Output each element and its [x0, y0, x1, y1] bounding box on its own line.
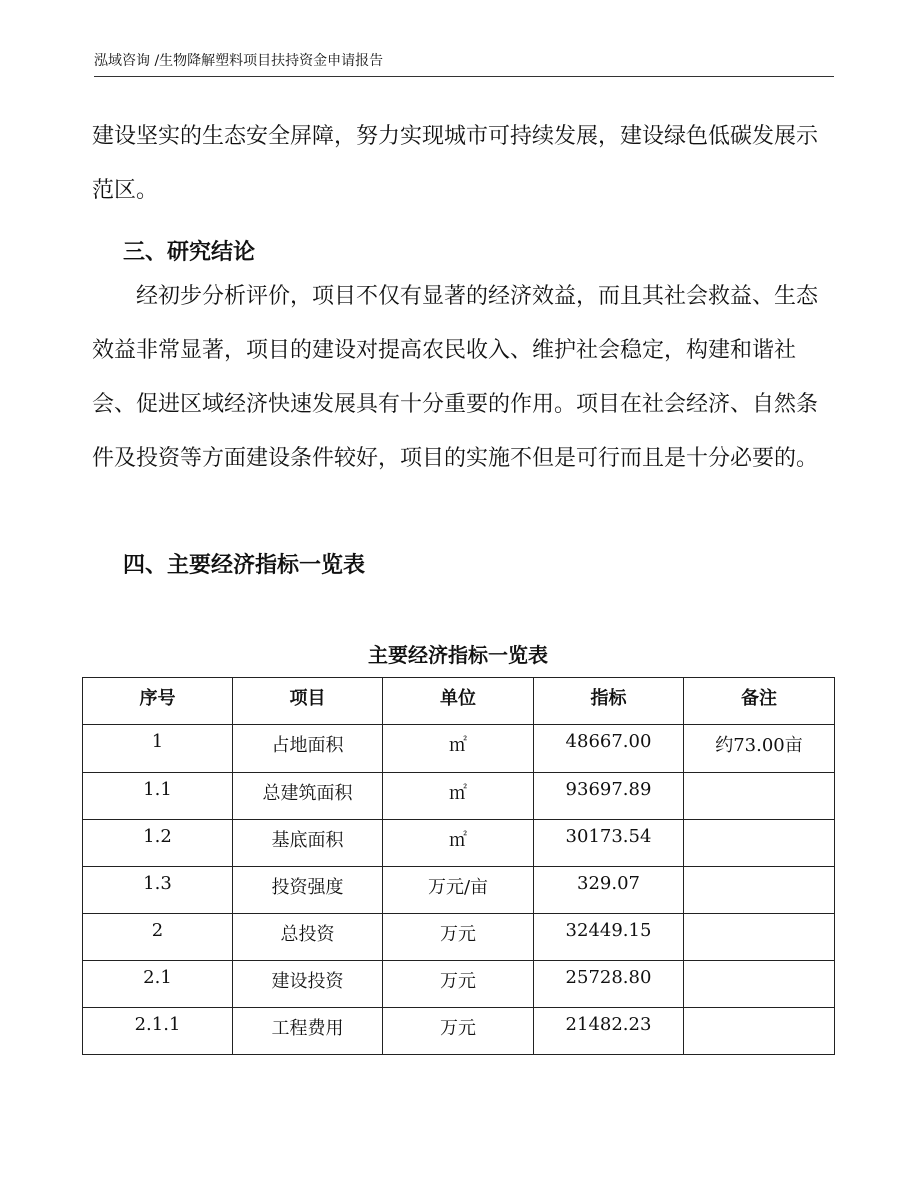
cell-index: 1: [83, 725, 233, 773]
cell-item: 投资强度: [233, 867, 383, 914]
cell-value: 93697.89: [534, 773, 684, 820]
cell-unit: ㎡: [383, 725, 534, 773]
cell-note: [684, 867, 835, 914]
cell-unit: ㎡: [383, 820, 534, 867]
paragraph-conclusion-tail: 建设坚实的生态安全屏障，努力实现城市可持续发展，建设绿色低碳发展示范区。: [92, 124, 819, 203]
cell-note: [684, 914, 835, 961]
table-row: [83, 914, 835, 961]
cell-value: 21482.23: [534, 1008, 684, 1055]
cell-value: 48667.00: [534, 725, 684, 773]
table-row: [83, 961, 835, 1008]
cell-item: 占地面积: [233, 725, 383, 773]
cell-item: 建设投资: [233, 961, 383, 1008]
cell-index: 1.3: [83, 867, 233, 914]
cell-value: 25728.80: [534, 961, 684, 1008]
table-caption: 主要经济指标一览表: [368, 643, 548, 667]
cell-item: 基底面积: [233, 820, 383, 867]
cell-value: 32449.15: [534, 914, 684, 961]
section-heading-kpi-table: 四、主要经济指标一览表: [123, 552, 366, 578]
cell-note: [684, 1008, 835, 1055]
column-header-item: 项目: [233, 678, 383, 725]
cell-note: [684, 961, 835, 1008]
section-heading-research-conclusion: 三、研究结论: [123, 239, 256, 265]
table-row: [83, 1008, 835, 1055]
cell-unit: ㎡: [383, 773, 534, 820]
page-header: 泓域咨询 /生物降解塑料项目扶持资金申请报告: [94, 50, 834, 77]
column-header-note: 备注: [684, 678, 835, 725]
cell-note: [684, 773, 835, 820]
cell-unit: 万元: [383, 961, 534, 1008]
cell-unit: 万元/亩: [383, 867, 534, 914]
cell-index: 1.2: [83, 820, 233, 867]
cell-value: 329.07: [534, 867, 684, 914]
cell-note: 约73.00亩: [684, 725, 835, 773]
cell-unit: 万元: [383, 914, 534, 961]
cell-index: 1.1: [83, 773, 233, 820]
cell-item: 工程费用: [233, 1008, 383, 1055]
cell-index: 2.1: [83, 961, 233, 1008]
cell-item: 总建筑面积: [233, 773, 383, 820]
cell-item: 总投资: [233, 914, 383, 961]
column-header-value: 指标: [534, 678, 684, 725]
cell-value: 30173.54: [534, 820, 684, 867]
cell-unit: 万元: [383, 1008, 534, 1055]
cell-index: 2: [83, 914, 233, 961]
table-header-row: [83, 678, 835, 725]
column-header-index: 序号: [83, 678, 233, 725]
table-row: [83, 773, 835, 820]
table-row: [83, 820, 835, 867]
table-row: [83, 867, 835, 914]
table-row: [83, 725, 835, 773]
cell-note: [684, 820, 835, 867]
cell-index: 2.1.1: [83, 1008, 233, 1055]
paragraph-research-conclusion: 经初步分析评价，项目不仅有显著的经济效益，而且其社会救益、生态效益非常显著，项目的建设对提高农民收入、维护社会稳定，构建和谐社会、促进区域经济快速发展具有十分重要的作用。项目在社会经济、自然条件及投资等方面建设条件较好，项目的实施不但是可行而且是十分必要的。: [92, 284, 819, 471]
column-header-unit: 单位: [383, 678, 534, 725]
kpi-table: [82, 677, 835, 1055]
